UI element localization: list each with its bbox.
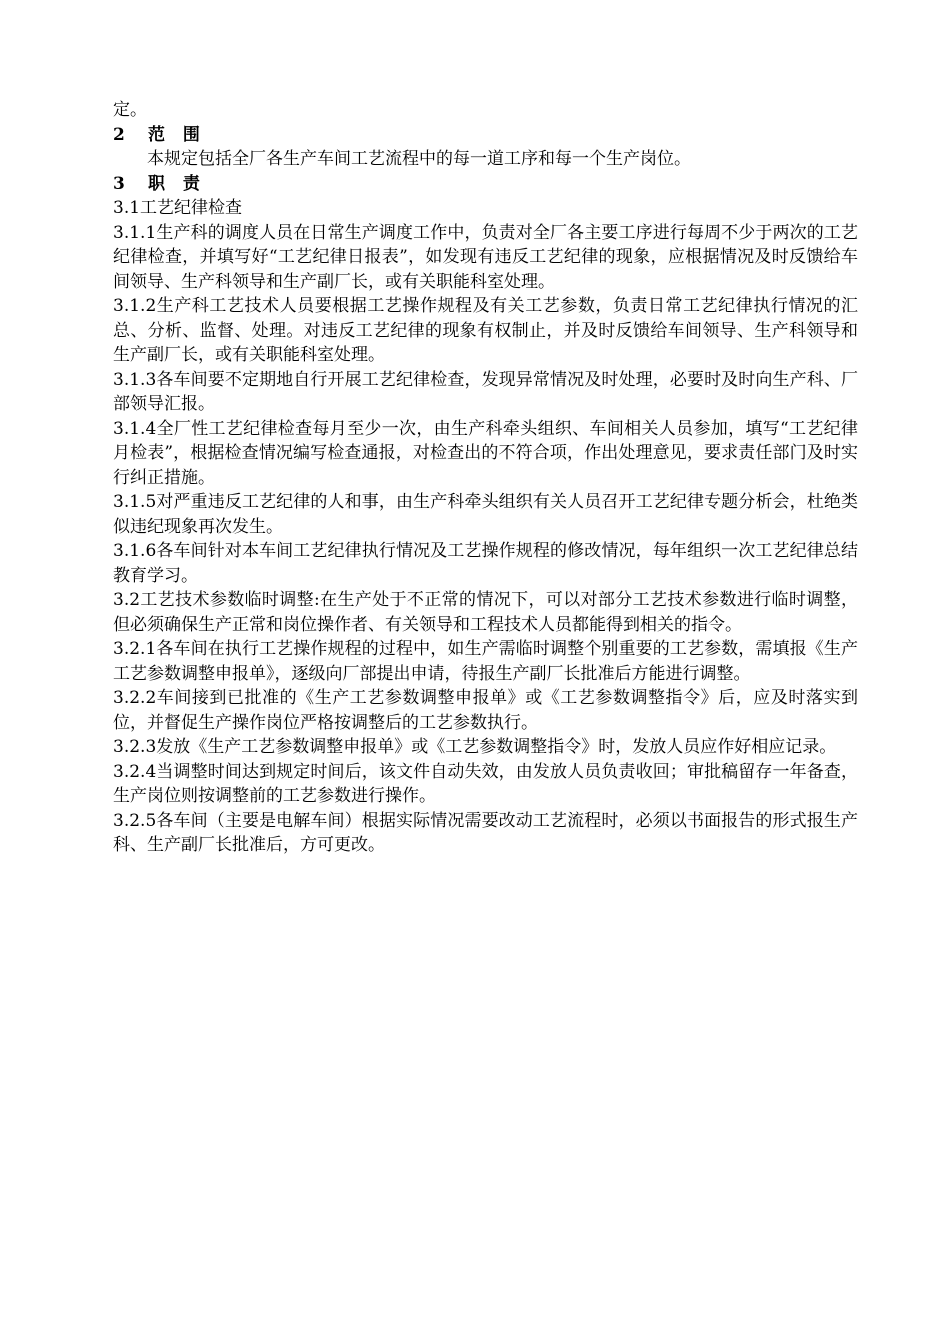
paragraph-3-1-5: 3.1.5对严重违反工艺纪律的人和事，由生产科牵头组织有关人员召开工艺纪律专题分析会，杜绝类似违纪现象再次发生。	[113, 492, 858, 537]
paragraph-3-1-3: 3.1.3各车间要不定期地自行开展工艺纪律检查，发现异常情况及时处理，必要时及时向生产科、厂部领导汇报。	[113, 369, 858, 414]
section-3-title: 职 责	[148, 173, 206, 194]
lead-text: 定。	[113, 100, 147, 120]
paragraph-3-1: 3.1工艺纪律检查	[113, 198, 243, 218]
paragraph-3-2-3: 3.2.3发放《生产工艺参数调整申报单》或《工艺参数调整指令》时，发放人员应作好相应记录。	[113, 737, 837, 757]
section-3-heading	[113, 172, 858, 197]
paragraph-3-1-6: 3.1.6各车间针对本车间工艺纪律执行情况及工艺操作规程的修改情况，每年组织一次工艺纪律总结教育学习。	[113, 541, 858, 586]
paragraph-3-2: 3.2工艺技术参数临时调整:在生产处于不正常的情况下，可以对部分工艺技术参数进行临时调整，但必须确保生产正常和岗位操作者、有关领导和工程技术人员都能得到相关的指令。	[113, 590, 858, 635]
section-2-title: 范 围	[148, 124, 206, 145]
paragraph-3-2-4: 3.2.4当调整时间达到规定时间后，该文件自动失效，由发放人员负责收回；审批稿留存一年备查，生产岗位则按调整前的工艺参数进行操作。	[113, 761, 858, 806]
paragraph-3-1-1: 3.1.1生产科的调度人员在日常生产调度工作中，负责对全厂各主要工序进行每周不少于两次的工艺纪律检查，并填写好“工艺纪律日报表”，如发现有违反工艺纪律的现象，应根据情况及时反馈给车间领导、生产科领导和生产副厂长，或有关职能科室处理。	[113, 222, 858, 292]
document-page	[113, 98, 858, 858]
paragraph-3-1-2: 3.1.2生产科工艺技术人员要根据工艺操作规程及有关工艺参数，负责日常工艺纪律执行情况的汇总、分析、监督、处理。对违反工艺纪律的现象有权制止，并及时反馈给车间领导、生产科领导和生产副厂长，或有关职能科室处理。	[113, 296, 858, 365]
section-2-number: 2	[113, 124, 125, 145]
section-3-number: 3	[113, 173, 125, 194]
section-2-body: 本规定包括全厂各生产车间工艺流程中的每一道工序和每一个生产岗位。	[147, 149, 691, 169]
paragraph-3-1-4: 3.1.4全厂性工艺纪律检查每月至少一次，由生产科牵头组织、车间相关人员参加，填写“工艺纪律月检表”，根据检查情况编写检查通报，对检查出的不符合项，作出处理意见，要求责任部门及时实行纠正措施。	[113, 418, 858, 488]
paragraph-3-2-2: 3.2.2车间接到已批准的《生产工艺参数调整申报单》或《工艺参数调整指令》后，应及时落实到位，并督促生产操作岗位严格按调整后的工艺参数执行。	[113, 688, 858, 733]
paragraph-3-2-1: 3.2.1各车间在执行工艺操作规程的过程中，如生产需临时调整个别重要的工艺参数，需填报《生产工艺参数调整申报单》，逐级向厂部提出申请，待报生产副厂长批准后方能进行调整。	[113, 639, 858, 684]
paragraph-3-2-5: 3.2.5各车间（主要是电解车间）根据实际情况需要改动工艺流程时，必须以书面报告的形式报生产科、生产副厂长批准后，方可更改。	[113, 810, 858, 855]
section-2-heading	[113, 123, 858, 148]
